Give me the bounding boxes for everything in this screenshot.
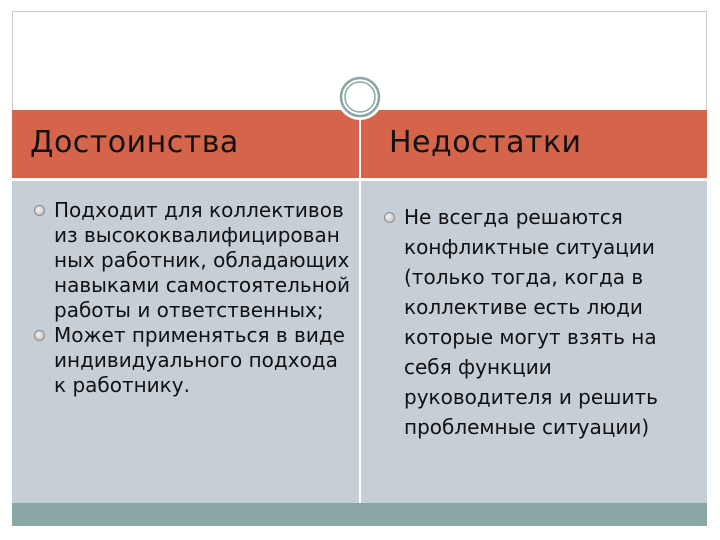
advantages-heading: Достоинства — [30, 125, 239, 160]
footer-band — [12, 503, 707, 526]
list-item — [384, 202, 699, 442]
column-divider — [359, 110, 361, 504]
bullet-disc-icon — [34, 330, 45, 341]
list-item-text: Подходит для коллективов из высококвалифицирован ных работник, обладающих навыками самостоятельной работы и ответственных; — [54, 198, 351, 322]
disadvantages-heading: Недостатки — [389, 125, 582, 160]
circle-ornament-icon — [335, 72, 385, 122]
disadvantages-list — [384, 202, 699, 442]
list-item — [34, 198, 352, 323]
list-item-text: Может применяться в виде индивидуального подхода к работнику. — [54, 323, 345, 397]
list-item-text: Не всегда решаются конфликтные ситуации (только тогда, когда в коллективе есть люди которые могут взять на себя функции руководителя и решить проблемные ситуации) — [404, 205, 658, 439]
bullet-disc-icon — [384, 212, 395, 223]
list-item — [34, 323, 352, 398]
bullet-disc-icon — [34, 205, 45, 216]
advantages-list — [34, 198, 352, 398]
